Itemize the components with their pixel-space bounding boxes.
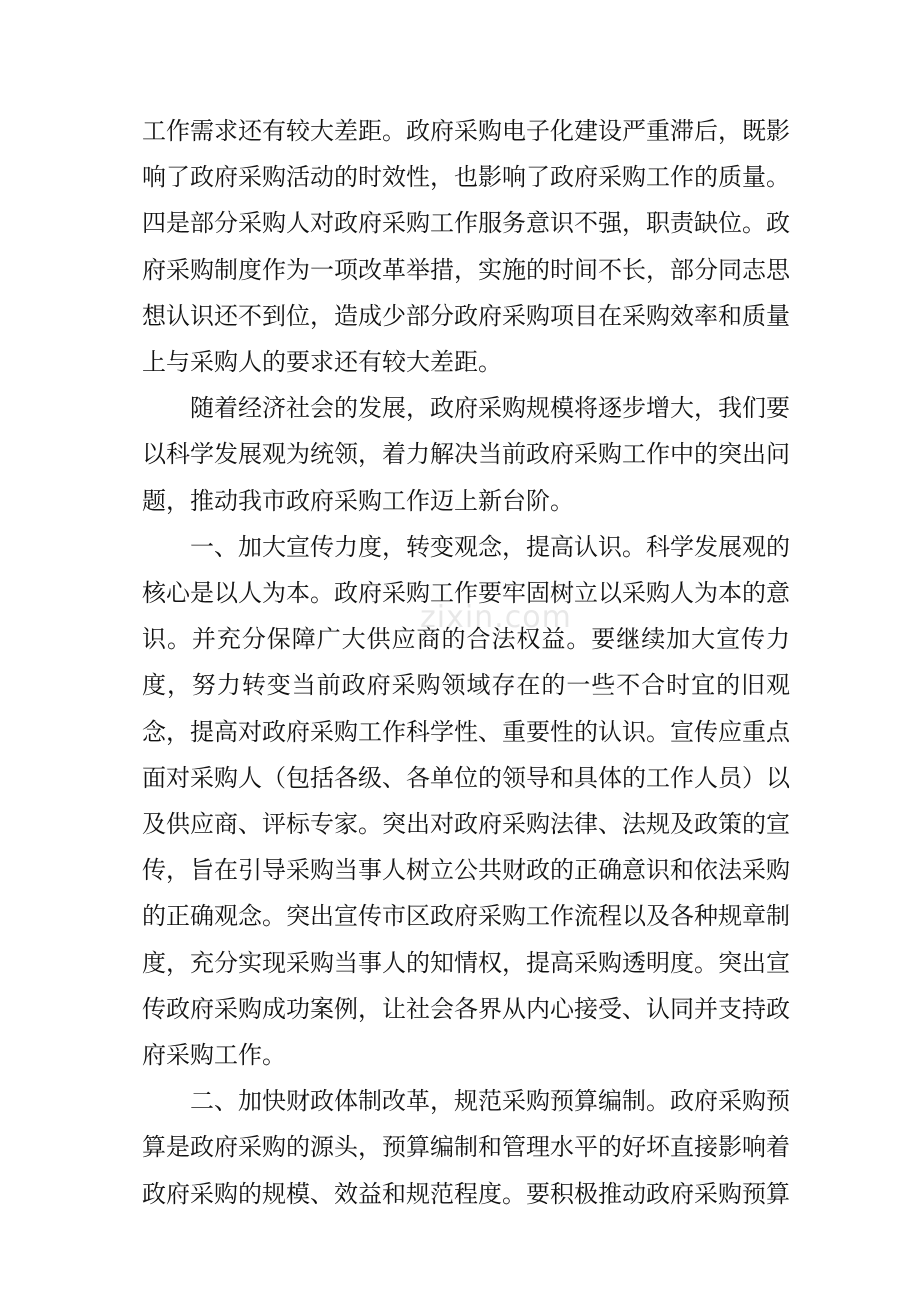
watermark: zixin.com [420,600,572,635]
paragraph-development: 随着经济社会的发展，政府采购规模将逐步增大，我们要以科学发展观为统领，着力解决当前政府采购工作中的突出问题，推动我市政府采购工作迈上新台阶。 [142,394,790,515]
document-body [142,108,790,1217]
paragraph-section-one: 一、加大宣传力度，转变观念，提高认识。科学发展观的核心是以人为本。政府采购工作要牢固树立以采购人为本的意识。并充分保障广大供应商的合法权益。要继续加大宣传力度，努力转变当前政府采购领域存在的一些不合时宜的旧观念，提高对政府采购工作科学性、重要性的认识。宣传应重点面对采购人（包括各级、各单位的领导和具体的工作人员）以及供应商、评标专家。突出对政府采购法律、法规及政策的宣传，旨在引导采购当事人树立公共财政的正确意识和依法采购的正确观念。突出宣传市区政府采购工作流程以及各种规章制度，充分实现采购当事人的知情权，提高采购透明度。突出宣传政府采购成功案例，让社会各界从内心接受、认同并支持政府采购工作。 [142,532,790,1070]
paragraph-continuation: 工作需求还有较大差距。政府采购电子化建设严重滞后，既影响了政府采购活动的时效性，也影响了政府采购工作的质量。四是部分采购人对政府采购工作服务意识不强，职责缺位。政府采购制度作为一项改革举措，实施的时间不长，部分同志思想认识还不到位，造成少部分政府采购项目在采购效率和质量上与采购人的要求还有较大差距。 [142,117,790,377]
paragraph-section-two: 二、加快财政体制改革，规范采购预算编制。政府采购预算是政府采购的源头，预算编制和管理水平的好坏直接影响着政府采购的规模、效益和规范程度。要积极推动政府采购预算 [142,1087,790,1208]
